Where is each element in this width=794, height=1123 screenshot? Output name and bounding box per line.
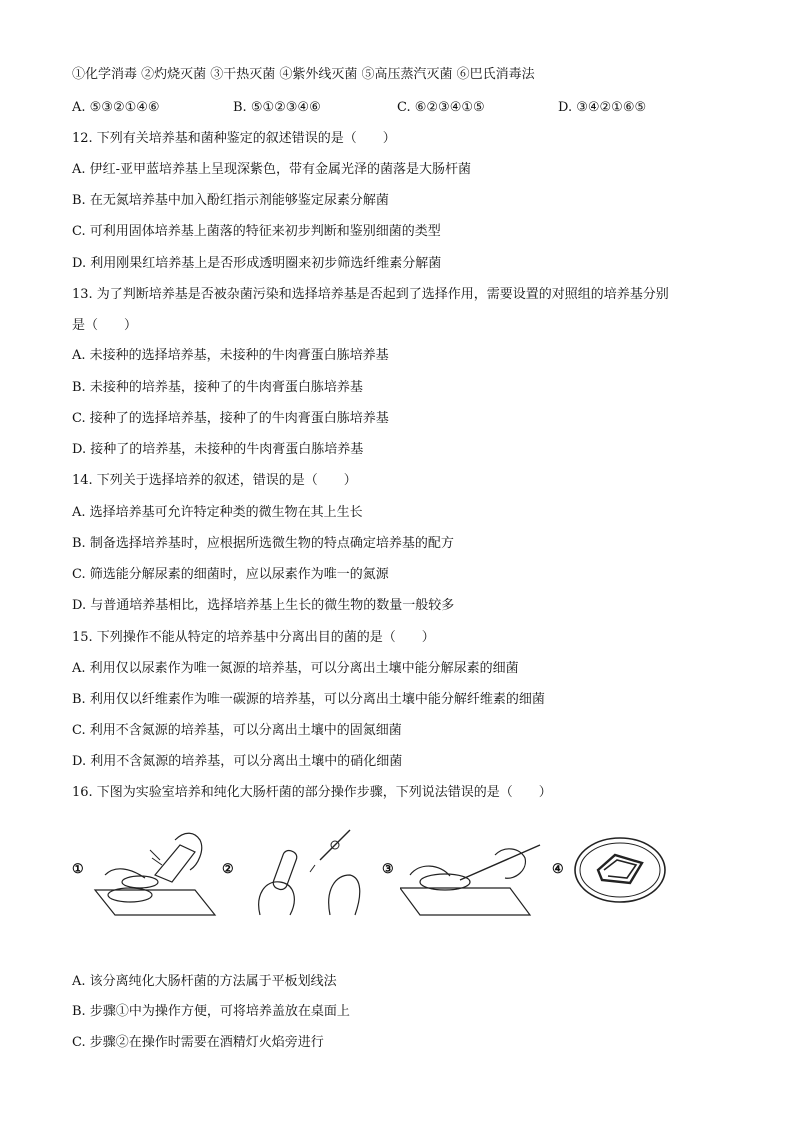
figure-label-3: ③: [382, 862, 394, 877]
streaking-illustration: [400, 820, 550, 920]
q15-stem: 15. 下列操作不能从特定的培养基中分离出目的菌的是（ ）: [72, 630, 435, 645]
streaked-plate-illustration: [570, 825, 670, 915]
q11-option-d: D. ③④②①⑥⑤: [558, 100, 647, 115]
q15-option-b: B. 利用仅以纤维素作为唯一碳源的培养基，可以分离出土壤中能分解纤维素的细菌: [72, 692, 545, 707]
q16-option-a: A. 该分离纯化大肠杆菌的方法属于平板划线法: [72, 974, 337, 989]
q13-option-c: C. 接种了的选择培养基，接种了的牛肉膏蛋白胨培养基: [72, 411, 389, 426]
figure-label-4: ④: [552, 862, 564, 877]
q13-option-b: B. 未接种的培养基，接种了的牛肉膏蛋白胨培养基: [72, 380, 363, 395]
q16-option-b: B. 步骤①中为操作方便，可将培养盖放在桌面上: [72, 1004, 350, 1019]
q11-option-c: C. ⑥②③④①⑤: [397, 100, 485, 115]
q11-option-a: A. ⑤③②①④⑥: [72, 100, 160, 115]
q15-option-d: D. 利用不含氮源的培养基，可以分离出土壤中的硝化细菌: [72, 754, 403, 769]
q12-stem: 12. 下列有关培养基和菌种鉴定的叙述错误的是（ ）: [72, 131, 396, 146]
procedure-figure: [70, 820, 730, 920]
q12-option-b: B. 在无氮培养基中加入酚红指示剂能够鉴定尿素分解菌: [72, 193, 389, 208]
q14-stem: 14. 下列关于选择培养的叙述，错误的是（ ）: [72, 473, 357, 488]
q11-methods: ①化学消毒 ②灼烧灭菌 ③干热灭菌 ④紫外线灭菌 ⑤高压蒸汽灭菌 ⑥巴氏消毒法: [72, 67, 535, 82]
q15-option-a: A. 利用仅以尿素作为唯一氮源的培养基，可以分离出土壤中能分解尿素的细菌: [72, 661, 519, 676]
q12-option-c: C. 可利用固体培养基上菌落的特征来初步判断和鉴别细菌的类型: [72, 224, 441, 239]
q14-option-b: B. 制备选择培养基时，应根据所选微生物的特点确定培养基的配方: [72, 536, 454, 551]
pouring-plate-illustration: [90, 820, 220, 920]
q14-option-d: D. 与普通培养基相比，选择培养基上生长的微生物的数量一般较多: [72, 598, 455, 613]
q13-stem-line1: 13. 为了判断培养基是否被杂菌污染和选择培养基是否起到了选择作用，需要设置的对照组的培养基分别: [72, 287, 669, 302]
figure-label-2: ②: [222, 862, 234, 877]
tube-sterilizing-illustration: [240, 820, 370, 920]
q16-stem: 16. 下图为实验室培养和纯化大肠杆菌的部分操作步骤，下列说法错误的是（ ）: [72, 785, 552, 800]
q16-option-c: C. 步骤②在操作时需要在酒精灯火焰旁进行: [72, 1035, 324, 1050]
q14-option-c: C. 筛选能分解尿素的细菌时，应以尿素作为唯一的氮源: [72, 567, 389, 582]
q13-stem-line2: 是（ ）: [72, 318, 138, 333]
q15-option-c: C. 利用不含氮源的培养基，可以分离出土壤中的固氮细菌: [72, 723, 402, 738]
q12-option-a: A. 伊红-亚甲蓝培养基上呈现深紫色，带有金属光泽的菌落是大肠杆菌: [72, 162, 472, 177]
q12-option-d: D. 利用刚果红培养基上是否形成透明圈来初步筛选纤维素分解菌: [72, 256, 442, 271]
q13-option-a: A. 未接种的选择培养基，未接种的牛肉膏蛋白胨培养基: [72, 348, 389, 363]
q11-option-b: B. ⑤①②③④⑥: [233, 100, 321, 115]
q13-option-d: D. 接种了的培养基，未接种的牛肉膏蛋白胨培养基: [72, 442, 364, 457]
q14-option-a: A. 选择培养基可允许特定种类的微生物在其上生长: [72, 505, 363, 520]
figure-label-1: ①: [72, 862, 84, 877]
